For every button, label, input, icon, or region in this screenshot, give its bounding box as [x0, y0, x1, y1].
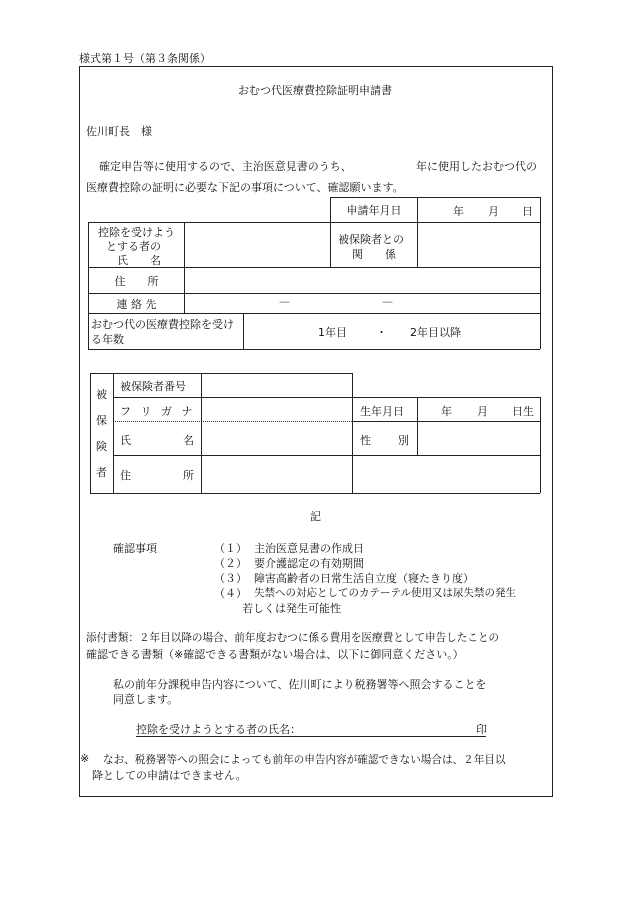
- furigana-label: フ リ ガ ナ: [120, 405, 196, 418]
- confirm-item-3-num: （３）: [214, 572, 247, 585]
- relation-input[interactable]: [418, 223, 539, 266]
- attach-line-2: 確認できる書類（※確認できる書類がない場合は、以下に御同意ください。）: [86, 648, 464, 661]
- insured-name-label-a: 氏: [120, 434, 131, 447]
- years-separator: ・: [376, 326, 387, 339]
- request-date-label: 申請年月日: [346, 204, 402, 217]
- addressee: 佐川町長 様: [86, 125, 152, 138]
- form-number: 様式第１号（第３条関係）: [79, 52, 211, 65]
- insured-address-label-b: 所: [183, 469, 194, 482]
- sex-label-a: 性: [360, 434, 371, 447]
- contact-dash-1: —: [279, 295, 290, 308]
- confirm-item-4-num: （４）: [214, 587, 247, 600]
- confirm-item-3: 障害高齢者の日常生活自立度（寝たきり度）: [254, 572, 474, 585]
- name-label-2: とする者の: [106, 240, 161, 253]
- contact-input[interactable]: [185, 294, 539, 313]
- confirm-label: 確認事項: [113, 542, 157, 555]
- attach-line-1: 添付書類：２年目以降の場合、前年度おむつに係る費用を医療費として申告したことの: [86, 632, 500, 644]
- page-title: おむつ代医療費控除証明申請書: [238, 84, 392, 97]
- furigana-input[interactable]: [202, 398, 351, 420]
- insured-name-label-b: 名: [183, 434, 194, 447]
- birth-label: 生年月日: [360, 405, 404, 418]
- intro-line-1a: 確定申告等に使用するので、主治医意見書のうち、: [99, 160, 352, 173]
- request-year: 年: [453, 205, 464, 218]
- note-line-2: 降としての申請はできません。: [92, 769, 247, 782]
- relation-label-1: 被保険者との: [338, 233, 404, 246]
- confirm-item-2: 要介護認定の有効期間: [254, 557, 364, 570]
- consent-line-2: 同意します。: [113, 693, 179, 706]
- contact-dash-2: —: [382, 295, 393, 308]
- confirm-item-1-num: （１）: [214, 542, 247, 555]
- insured-address-label-a: 住: [120, 469, 131, 482]
- birth-month: 月: [477, 405, 488, 418]
- insured-address-input[interactable]: [202, 456, 539, 492]
- insured-side-1: 被: [96, 388, 107, 401]
- sex-input[interactable]: [418, 422, 539, 454]
- intro-line-1b: 年に使用したおむつ代の: [416, 160, 537, 173]
- insured-side-3: 険: [96, 440, 107, 453]
- name-label-1: 控除を受けよう: [98, 226, 175, 239]
- birth-date-input[interactable]: [418, 398, 539, 420]
- signature-label: 控除を受けようとする者の氏名：: [136, 723, 301, 736]
- name-label-3: 氏 名: [117, 254, 161, 267]
- note-line-1: なお、税務署等への照会によっても前年の申告内容が確認できない場合は、２年目以: [103, 754, 506, 766]
- confirm-item-4: 失禁への対応としてのカテーテル使用又は尿失禁の発生: [254, 587, 516, 599]
- intro-line-2: 医療費控除の証明に必要な下記の事項について、確認願います。: [86, 181, 404, 194]
- ki-heading: 記: [310, 510, 321, 523]
- years-option-1[interactable]: 1年目: [318, 326, 347, 339]
- address-label: 住 所: [114, 274, 159, 288]
- applicant-address-input[interactable]: [185, 268, 539, 293]
- confirm-item-1: 主治医意見書の作成日: [254, 542, 364, 555]
- years-option-2[interactable]: 2年目以降: [410, 326, 461, 339]
- consent-line-1: 私の前年分課税申告内容について、佐川町により税務署等へ照会することを: [113, 678, 487, 691]
- applicant-name-input[interactable]: [185, 223, 329, 266]
- sex-label-b: 別: [398, 434, 409, 447]
- seal-mark: 印: [476, 723, 487, 736]
- insured-side-4: 者: [96, 466, 107, 479]
- confirm-item-2-num: （２）: [214, 557, 247, 570]
- year-blank[interactable]: [368, 158, 412, 172]
- relation-label-2: 関 係: [352, 248, 396, 261]
- contact-label: 連 絡 先: [116, 297, 157, 311]
- signature-input[interactable]: [306, 719, 474, 735]
- insured-number-input[interactable]: [202, 374, 351, 396]
- insured-side-2: 保: [96, 414, 107, 427]
- years-label-1: おむつ代の医療費控除を受け: [91, 318, 234, 331]
- request-date-input[interactable]: [418, 198, 539, 222]
- birth-day: 日生: [512, 405, 534, 418]
- confirm-item-4-cont: 若しくは発生可能性: [242, 602, 341, 615]
- insured-name-input[interactable]: [202, 422, 351, 454]
- years-label-2: る年数: [91, 333, 124, 346]
- request-day: 日: [522, 205, 533, 218]
- insured-number-label: 被保険者番号: [120, 380, 186, 393]
- note-mark: ※: [80, 752, 90, 765]
- request-month: 月: [488, 205, 499, 218]
- birth-year: 年: [441, 405, 452, 418]
